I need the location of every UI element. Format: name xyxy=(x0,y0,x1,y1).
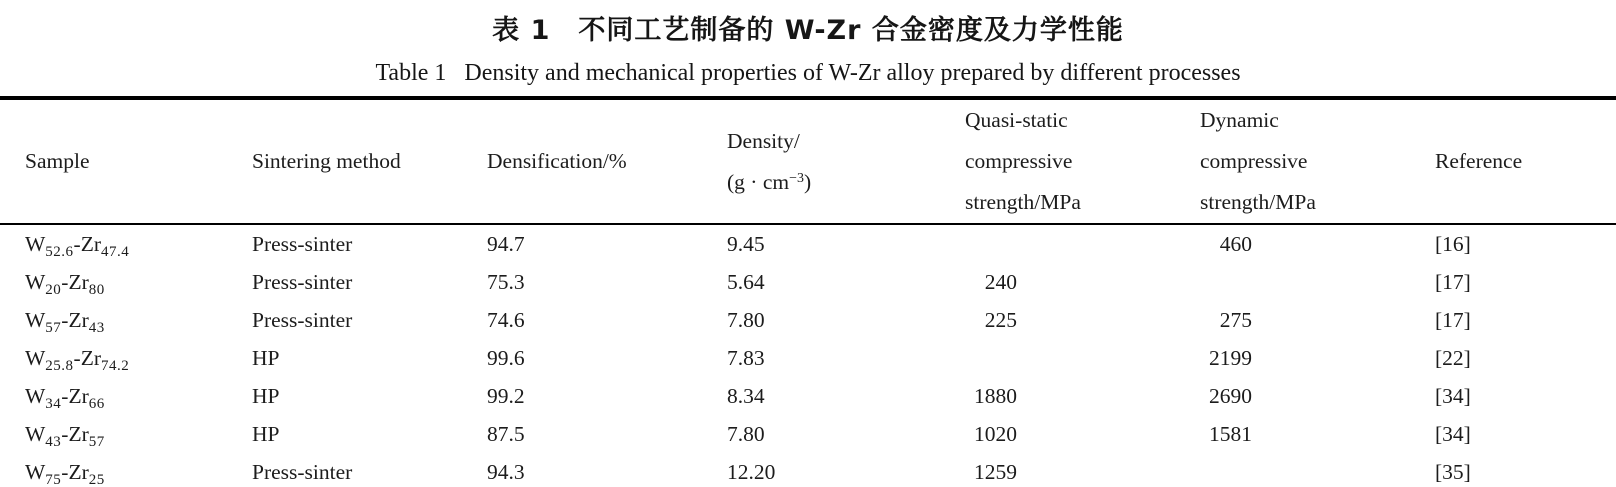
element-symbol: W xyxy=(25,383,46,408)
densification-cell: 94.3 xyxy=(487,459,525,484)
sintering-method-cell: Press-sinter xyxy=(252,307,353,332)
element-symbol: W xyxy=(25,231,46,256)
table-row xyxy=(0,263,1616,301)
sample-formula xyxy=(25,383,105,412)
element-symbol: W xyxy=(25,459,46,484)
quasi-static-strength-cell xyxy=(965,224,1200,263)
sample-cell xyxy=(0,377,252,415)
sintering-method-cell: Press-sinter xyxy=(252,231,353,256)
quasi-static-strength-cell xyxy=(965,301,1200,339)
quasi-static-strength-cell xyxy=(965,339,1200,377)
density-cell: 9.45 xyxy=(727,231,765,256)
sample-formula xyxy=(25,345,130,374)
element-fraction: 57 xyxy=(45,319,62,336)
reference-cell: [17] xyxy=(1435,269,1471,294)
element-fraction: 43 xyxy=(45,433,62,450)
element-fraction: 57 xyxy=(88,433,105,450)
table-row xyxy=(0,377,1616,415)
table-row xyxy=(0,453,1616,487)
reference-cell: [34] xyxy=(1435,421,1471,446)
strength-value: 275 xyxy=(1219,307,1252,332)
sintering-method-cell: HP xyxy=(252,383,280,408)
element-fraction: 47.4 xyxy=(101,243,130,260)
strength-value: 460 xyxy=(1219,231,1252,256)
strength-value: 1259 xyxy=(974,459,1017,484)
alloy-properties-table xyxy=(0,96,1616,487)
sample-formula xyxy=(25,459,105,487)
element-fraction: 74.2 xyxy=(101,357,130,374)
density-header-line1: Density/ xyxy=(727,128,800,153)
element-symbol: W xyxy=(25,345,46,370)
sintering-method-cell: HP xyxy=(252,345,280,370)
table-row xyxy=(0,224,1616,263)
quasi-static-header-line2: compressive xyxy=(965,149,1073,173)
element-fraction: 20 xyxy=(45,281,62,298)
densification-cell: 94.7 xyxy=(487,231,525,256)
sample-formula xyxy=(25,231,130,260)
strength-value: 1581 xyxy=(1209,421,1252,446)
element-symbol: W xyxy=(25,421,46,446)
col-header-density xyxy=(727,98,965,224)
element-symbol: W xyxy=(25,269,46,294)
sintering-method-cell: Press-sinter xyxy=(252,459,353,484)
element-fraction: 75 xyxy=(45,471,62,487)
quasi-static-strength-cell xyxy=(965,415,1200,453)
strength-value: 225 xyxy=(984,307,1017,332)
dynamic-strength-cell xyxy=(1200,224,1435,263)
densification-cell: 74.6 xyxy=(487,307,525,332)
element-fraction: 80 xyxy=(88,281,105,298)
density-header-line2 xyxy=(727,162,965,203)
density-cell: 12.20 xyxy=(727,459,776,484)
dynamic-strength-cell xyxy=(1200,453,1435,487)
element-fraction: 52.6 xyxy=(45,243,74,260)
densification-cell: 75.3 xyxy=(487,269,525,294)
dynamic-strength-cell xyxy=(1200,377,1435,415)
quasi-static-header-line1: Quasi-static xyxy=(965,108,1068,132)
sintering-method-cell: HP xyxy=(252,421,280,446)
density-unit-exponent: −3 xyxy=(789,170,804,186)
element-symbol: -Zr xyxy=(73,231,101,256)
quasi-static-strength-cell xyxy=(965,263,1200,301)
density-unit-pre: (g · cm xyxy=(727,169,790,194)
table-title-english: Table 1 Density and mechanical properties of W-Zr alloy prepared by different processes xyxy=(375,60,1241,86)
sintering-method-cell: Press-sinter xyxy=(252,269,353,294)
sample-formula xyxy=(25,269,105,298)
element-fraction: 25 xyxy=(88,471,105,487)
sample-cell xyxy=(0,453,252,487)
density-unit-post: ) xyxy=(804,169,812,194)
dynamic-strength-cell xyxy=(1200,301,1435,339)
sample-cell xyxy=(0,263,252,301)
strength-value: 1880 xyxy=(974,383,1017,408)
dynamic-strength-cell xyxy=(1200,415,1435,453)
densification-cell: 99.2 xyxy=(487,383,525,408)
density-cell: 7.80 xyxy=(727,307,765,332)
table-title-chinese: 表 1 不同工艺制备的 W-Zr 合金密度及力学性能 xyxy=(492,15,1124,46)
reference-cell: [35] xyxy=(1435,459,1471,484)
dynamic-header-line1: Dynamic xyxy=(1200,108,1279,132)
density-cell: 8.34 xyxy=(727,383,765,408)
col-header-reference: Reference xyxy=(1435,98,1616,224)
header-row xyxy=(0,98,1616,224)
element-symbol: -Zr xyxy=(61,383,89,408)
quasi-static-strength-cell xyxy=(965,453,1200,487)
quasi-static-header-line3: strength/MPa xyxy=(965,190,1081,214)
col-header-quasi-static-strength xyxy=(965,98,1200,224)
col-header-dynamic-strength xyxy=(1200,98,1435,224)
element-symbol: -Zr xyxy=(61,421,89,446)
table-row xyxy=(0,339,1616,377)
sample-cell xyxy=(0,415,252,453)
reference-cell: [16] xyxy=(1435,231,1471,256)
element-symbol: -Zr xyxy=(61,269,89,294)
dynamic-strength-cell xyxy=(1200,263,1435,301)
reference-cell: [17] xyxy=(1435,307,1471,332)
density-cell: 5.64 xyxy=(727,269,765,294)
sample-cell xyxy=(0,301,252,339)
dynamic-strength-cell xyxy=(1200,339,1435,377)
element-symbol: -Zr xyxy=(73,345,101,370)
sample-formula xyxy=(25,421,105,450)
dynamic-header-line2: compressive xyxy=(1200,149,1308,173)
element-fraction: 25.8 xyxy=(45,357,74,374)
sample-cell xyxy=(0,339,252,377)
table-header xyxy=(0,98,1616,224)
strength-value: 2690 xyxy=(1209,383,1252,408)
table-row xyxy=(0,301,1616,339)
element-symbol: -Zr xyxy=(61,307,89,332)
strength-value: 240 xyxy=(984,269,1017,294)
densification-cell: 99.6 xyxy=(487,345,525,370)
table-body xyxy=(0,224,1616,487)
strength-value: 2199 xyxy=(1209,345,1252,370)
sample-cell xyxy=(0,224,252,263)
col-header-densification: Densification/% xyxy=(487,98,727,224)
density-cell: 7.80 xyxy=(727,421,765,446)
dynamic-header-line3: strength/MPa xyxy=(1200,190,1316,214)
element-symbol: -Zr xyxy=(61,459,89,484)
col-header-sintering-method: Sintering method xyxy=(252,98,487,224)
element-fraction: 34 xyxy=(45,395,62,412)
reference-cell: [34] xyxy=(1435,383,1471,408)
table-row xyxy=(0,415,1616,453)
element-fraction: 43 xyxy=(88,319,105,336)
densification-cell: 87.5 xyxy=(487,421,525,446)
density-cell: 7.83 xyxy=(727,345,765,370)
col-header-sample: Sample xyxy=(0,98,252,224)
quasi-static-strength-cell xyxy=(965,377,1200,415)
strength-value: 1020 xyxy=(974,421,1017,446)
sample-formula xyxy=(25,307,105,336)
element-symbol: W xyxy=(25,307,46,332)
reference-cell: [22] xyxy=(1435,345,1471,370)
element-fraction: 66 xyxy=(88,395,105,412)
